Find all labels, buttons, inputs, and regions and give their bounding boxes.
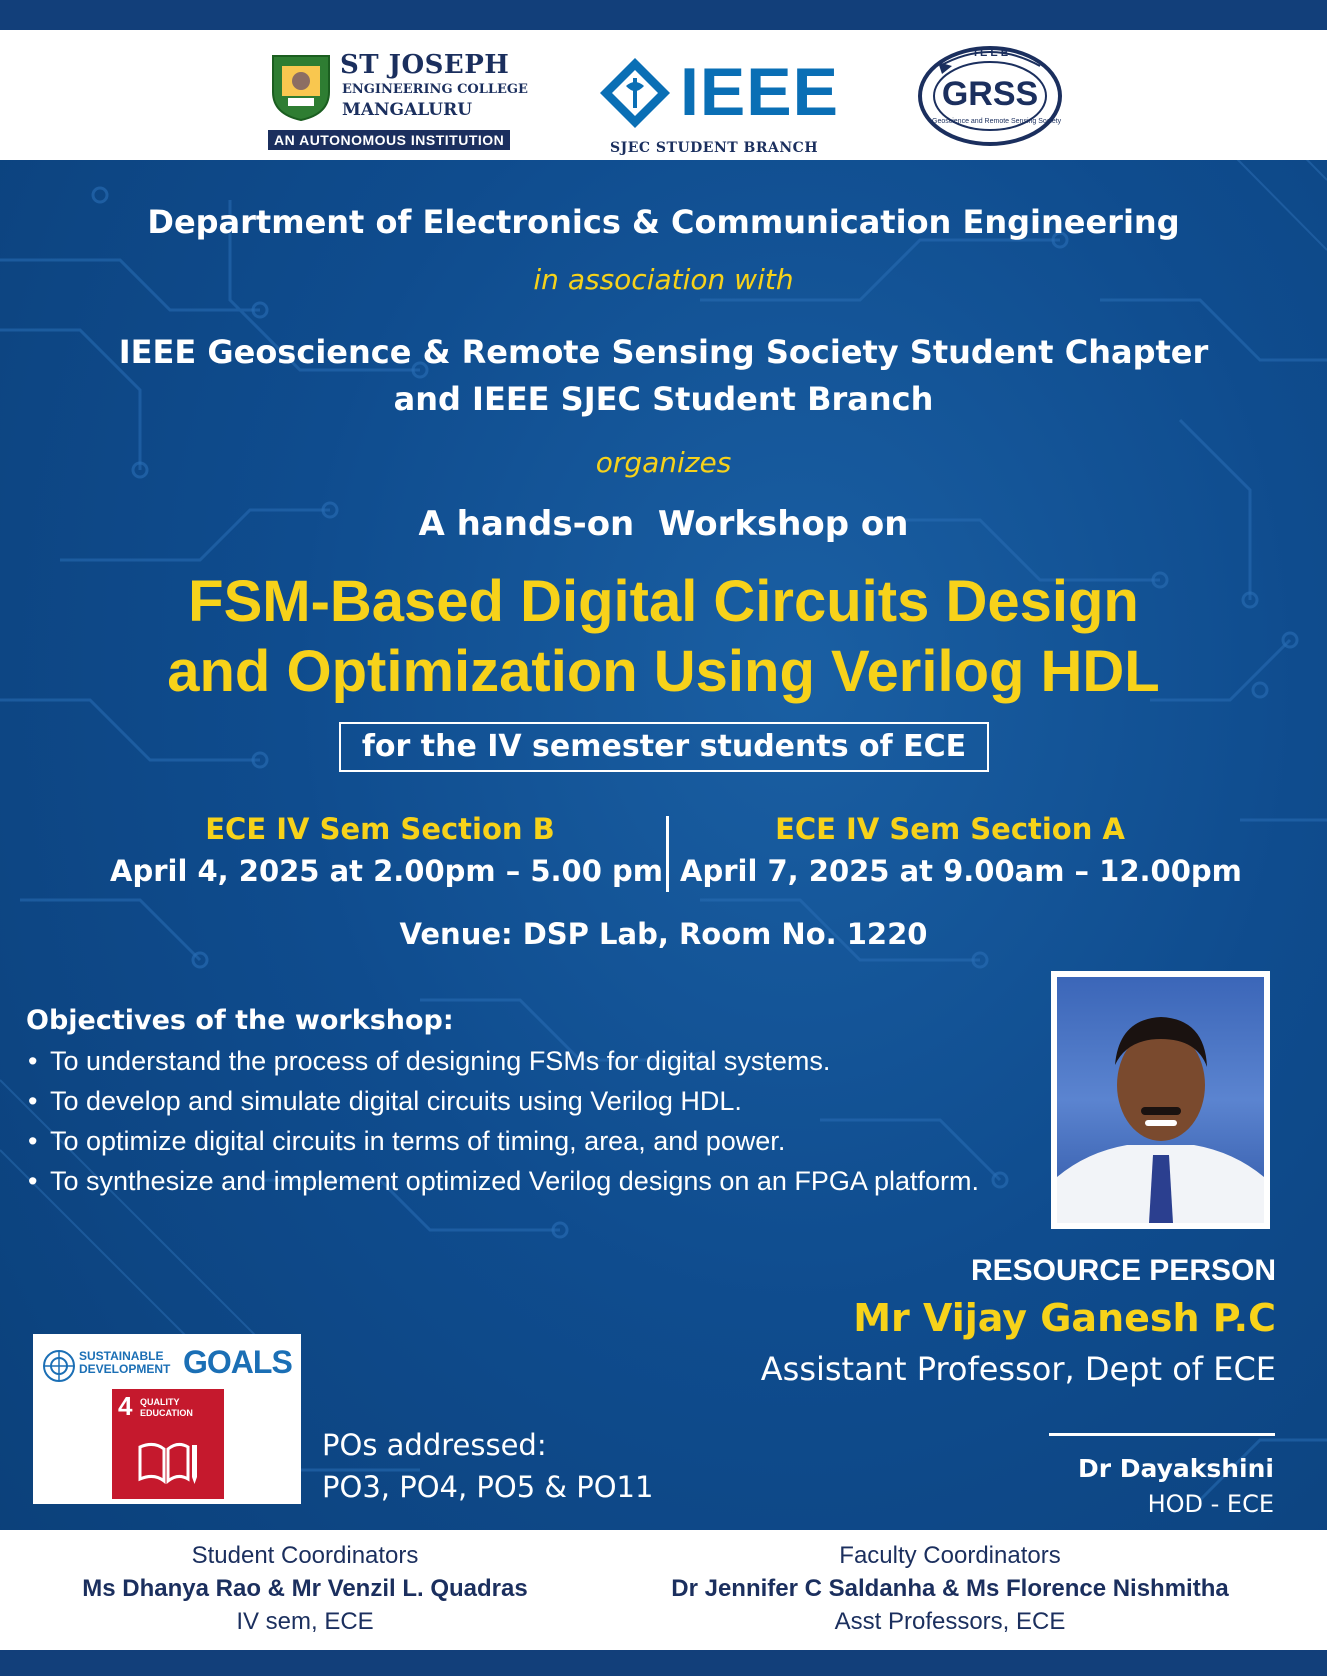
hod-role: HOD - ECE bbox=[1147, 1490, 1274, 1518]
sdg-badge bbox=[33, 1334, 301, 1504]
college-line2: ENGINEERING COLLEGE bbox=[342, 82, 528, 97]
objectives-heading: Objectives of the workshop: bbox=[26, 1005, 454, 1036]
student-coord-heading: Student Coordinators bbox=[191, 1542, 419, 1569]
sdg-goals-word: GOALS bbox=[183, 1344, 292, 1380]
faculty-coord-detail: Asst Professors, ECE bbox=[834, 1608, 1066, 1635]
sdg-title bbox=[79, 1350, 170, 1376]
resource-label: RESOURCE PERSON bbox=[970, 1254, 1276, 1287]
student-coord-names: Ms Dhanya Rao & Mr Venzil L. Quadras bbox=[82, 1575, 528, 1602]
objective-item: • To understand the process of designing FSMs for digital systems. bbox=[26, 1041, 1016, 1081]
session-divider bbox=[666, 816, 669, 892]
resource-person-photo bbox=[1051, 971, 1270, 1229]
faculty-coord-heading: Faculty Coordinators bbox=[839, 1542, 1061, 1569]
autonomous-badge: AN AUTONOMOUS INSTITUTION bbox=[268, 130, 510, 150]
grss-logo bbox=[918, 44, 1062, 148]
ieee-wordmark: IEEE bbox=[680, 54, 839, 130]
coordinators-band bbox=[0, 1530, 1327, 1650]
un-emblem-icon bbox=[41, 1348, 77, 1384]
student-coord-detail: IV sem, ECE bbox=[236, 1608, 374, 1635]
sdg-line2: DEVELOPMENT bbox=[79, 1362, 171, 1376]
workshop-intro: A hands-on Workshop on bbox=[418, 504, 909, 544]
society-line2: and IEEE SJEC Student Branch bbox=[393, 380, 934, 418]
college-crest-icon bbox=[268, 52, 334, 122]
organizes-text: organizes bbox=[595, 446, 732, 479]
objective-item: • To synthesize and implement optimized Verilog designs on an FPGA platform. bbox=[26, 1161, 1016, 1201]
objectives-list bbox=[26, 1041, 1016, 1201]
audience-box bbox=[339, 722, 989, 772]
sdg4-tile bbox=[112, 1389, 224, 1499]
sdg-line1: SUSTAINABLE bbox=[79, 1349, 164, 1363]
photo-placeholder bbox=[1057, 977, 1264, 1223]
session-b bbox=[110, 812, 663, 888]
sdg4-line2: EDUCATION bbox=[140, 1408, 193, 1418]
department-heading: Department of Electronics & Communication Engineering bbox=[147, 203, 1180, 241]
objective-item: • To optimize digital circuits in terms of timing, area, and power. bbox=[26, 1121, 1016, 1161]
sdg4-line1: QUALITY bbox=[140, 1397, 180, 1407]
association-text: in association with bbox=[533, 263, 794, 296]
grss-ring-top: IEEE bbox=[974, 47, 1012, 59]
session-a-time: April 7, 2025 at 9.00am – 12.00pm bbox=[680, 854, 1242, 888]
top-stripe bbox=[0, 0, 1327, 30]
faculty-coord-names: Dr Jennifer C Saldanha & Ms Florence Nishmitha bbox=[671, 1575, 1229, 1602]
sdg4-number: 4 bbox=[118, 1391, 133, 1421]
pos-values: PO3, PO4, PO5 & PO11 bbox=[322, 1470, 654, 1504]
objective-item: • To develop and simulate digital circuits using Verilog HDL. bbox=[26, 1081, 1016, 1121]
sjec-logo bbox=[268, 48, 530, 152]
ieee-branch: SJEC STUDENT BRANCH bbox=[610, 140, 819, 156]
sdg4-label bbox=[140, 1397, 193, 1419]
hod-signature-line bbox=[1049, 1433, 1275, 1436]
session-b-time: April 4, 2025 at 2.00pm – 5.00 pm bbox=[110, 854, 663, 888]
ieee-logo bbox=[598, 48, 848, 158]
resource-name: Mr Vijay Ganesh P.C bbox=[853, 1296, 1276, 1340]
grss-ring-bottom: Geoscience and Remote Sensing Society bbox=[932, 118, 1062, 125]
header-logos bbox=[0, 30, 1327, 160]
workshop-title-line1: FSM-Based Digital Circuits Design bbox=[188, 569, 1139, 634]
book-pencil-icon bbox=[136, 1439, 200, 1487]
venue: Venue: DSP Lab, Room No. 1220 bbox=[399, 917, 928, 951]
session-b-section: ECE IV Sem Section B bbox=[205, 812, 555, 846]
faculty-coordinators bbox=[620, 1542, 1280, 1636]
audience-text: for the IV semester students of ECE bbox=[361, 729, 967, 764]
session-a-section: ECE IV Sem Section A bbox=[775, 812, 1125, 846]
grss-wordmark: GRSS bbox=[941, 75, 1039, 113]
pos-label: POs addressed: bbox=[322, 1428, 547, 1462]
society-line1: IEEE Geoscience & Remote Sensing Society Student Chapter bbox=[118, 333, 1209, 371]
resource-title: Assistant Professor, Dept of ECE bbox=[760, 1350, 1276, 1388]
college-city: MANGALURU bbox=[342, 100, 473, 120]
hod-name: Dr Dayakshini bbox=[1077, 1454, 1274, 1483]
workshop-title-line2: and Optimization Using Verilog HDL bbox=[167, 639, 1160, 704]
objectives-section bbox=[26, 1001, 1016, 1201]
bottom-stripe bbox=[0, 1650, 1327, 1676]
college-name: ST JOSEPH bbox=[340, 50, 510, 80]
student-coordinators bbox=[20, 1542, 590, 1636]
person-portrait-icon bbox=[1057, 977, 1264, 1223]
ieee-diamond-icon bbox=[598, 56, 672, 130]
session-a bbox=[680, 812, 1242, 888]
